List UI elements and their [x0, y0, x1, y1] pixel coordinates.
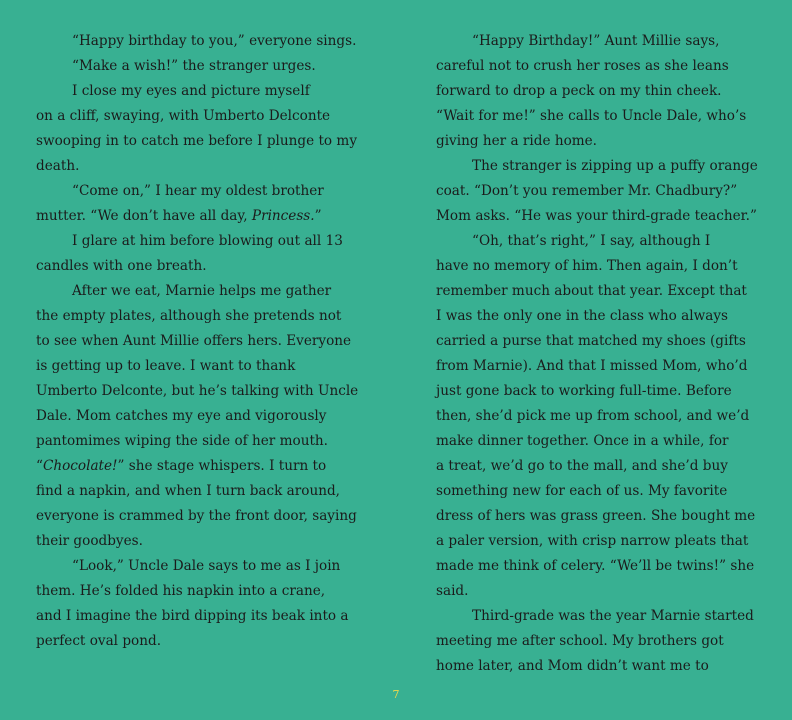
text-line: The stranger is zipping up a puffy orange: [472, 158, 758, 174]
text-line: home later, and Mom didn’t want me to: [436, 658, 709, 674]
text-line: pantomimes wiping the side of her mouth.: [36, 433, 328, 449]
text-line: just gone back to working full-time. Before: [436, 383, 732, 399]
text-line: “Happy birthday to you,” everyone sings.: [72, 33, 357, 49]
text-line: “Happy Birthday!” Aunt Millie says,: [472, 33, 720, 49]
text-line: on a cliff, swaying, with Umberto Delconte: [36, 108, 331, 124]
text-span: “: [36, 458, 43, 474]
text-line: careful not to crush her roses as she leans: [436, 58, 729, 74]
text-line: candles with one breath.: [36, 258, 207, 274]
text-line: Dale. Mom catches my eye and vigorously: [36, 408, 327, 424]
text-line: the empty plates, although she pretends not: [36, 308, 342, 324]
page-number: 7: [392, 688, 400, 701]
text-line: dress of hers was grass green. She bought me: [436, 508, 756, 524]
text-line: carried a purse that matched my shoes (gifts: [436, 333, 746, 349]
text-line: make dinner together. Once in a while, for: [436, 433, 729, 449]
text-line: find a napkin, and when I turn back around,: [36, 483, 340, 499]
text-line: meeting me after school. My brothers got: [436, 633, 724, 649]
text-line: Umberto Delconte, but he’s talking with Uncle: [36, 383, 359, 399]
text-line: coat. “Don’t you remember Mr. Chadbury?”: [436, 183, 738, 199]
text-line: their goodbyes.: [36, 533, 143, 549]
right-page-text: [436, 29, 776, 679]
text-span: ”: [314, 208, 322, 224]
text-line: from Marnie). And that I missed Mom, who’d: [436, 358, 748, 374]
text-line: Mom asks. “He was your third-grade teacher.”: [436, 208, 757, 224]
text-line: “Wait for me!” she calls to Uncle Dale, who’s: [436, 108, 747, 124]
text-line: perfect oval pond.: [36, 633, 162, 649]
text-line: [36, 454, 376, 479]
text-line: “Oh, that’s right,” I say, although I: [472, 233, 711, 249]
text-line: and I imagine the bird dipping its beak into a: [36, 608, 349, 624]
text-line: swooping in to catch me before I plunge to my: [36, 133, 358, 149]
text-line: a paler version, with crisp narrow pleats that: [436, 533, 749, 549]
text-line: I close my eyes and picture myself: [72, 83, 310, 99]
text-line: to see when Aunt Millie offers hers. Everyone: [36, 333, 352, 349]
text-line: I was the only one in the class who always: [436, 308, 728, 324]
text-line: said.: [436, 583, 469, 599]
text-line: made me think of celery. “We’ll be twins!” she: [436, 558, 755, 574]
left-page-text: [36, 29, 376, 654]
text-line: them. He’s folded his napkin into a crane,: [36, 583, 326, 599]
text-span: mutter. “We don’t have all day,: [36, 208, 252, 224]
italic-text: Chocolate!: [42, 458, 118, 474]
text-line: “Look,” Uncle Dale says to me as I join: [72, 558, 341, 574]
text-line: Third-grade was the year Marnie started: [472, 608, 754, 624]
text-line: then, she’d pick me up from school, and we’d: [436, 408, 750, 424]
text-line: “Come on,” I hear my oldest brother: [72, 183, 324, 199]
text-line: a treat, we’d go to the mall, and she’d buy: [436, 458, 728, 474]
text-line: After we eat, Marnie helps me gather: [72, 283, 332, 299]
text-line: I glare at him before blowing out all 13: [72, 233, 343, 249]
text-line: forward to drop a peck on my thin cheek.: [436, 83, 722, 99]
text-line: giving her a ride home.: [436, 133, 598, 149]
text-line: have no memory of him. Then again, I don’t: [436, 258, 738, 274]
italic-text: Princess.: [251, 208, 315, 224]
text-line: is getting up to leave. I want to thank: [36, 358, 296, 374]
text-span: ” she stage whispers. I turn to: [117, 458, 327, 474]
text-line: [36, 204, 376, 229]
text-line: something new for each of us. My favorite: [436, 483, 728, 499]
text-line: “Make a wish!” the stranger urges.: [72, 58, 316, 74]
text-line: death.: [36, 158, 80, 174]
text-line: everyone is crammed by the front door, saying: [36, 508, 357, 524]
text-line: remember much about that year. Except that: [436, 283, 747, 299]
